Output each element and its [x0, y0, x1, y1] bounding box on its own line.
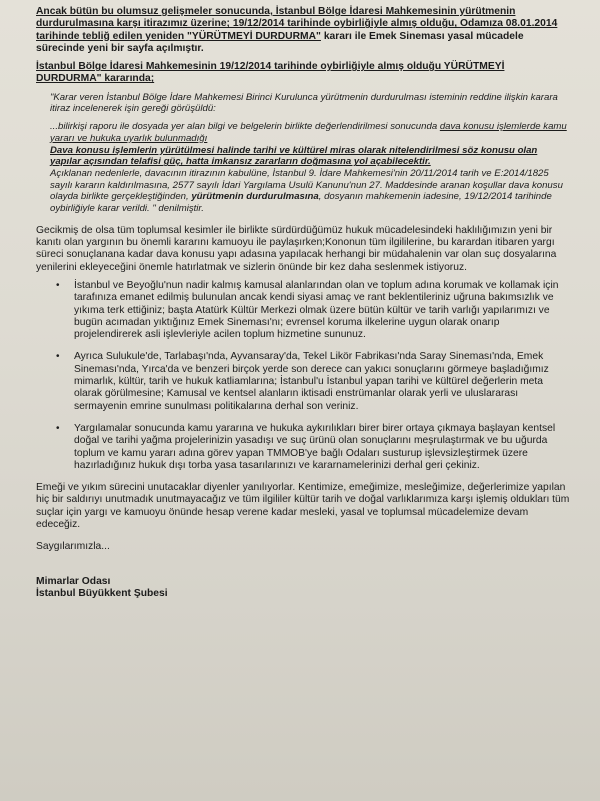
list-item-text: Ayrıca Sulukule'de, Tarlabaşı'nda, Ayvansaray'da, Tekel Likör Fabrikası'nda Saray Sineması'nda, Emek Sineması'nda, Yırca'da ve benzeri birçok yerde son derece can yakıcı sonuçlarını görmeye başladığımız mimarlık, kültür, tarih ve hukuk katliamlarına; İstanbul'u İstanbul yapan tarihi ve kültürel değerlerin meta olarak görülmesine; Kamusal ve kentsel alanların iktisadi enstrümanlar olarak yerli ve uluslararası sermayenin emrine sunulması politikalarına derhal son veriniz.	[74, 351, 549, 412]
quote-p4-tail: , dosyanın mahkemenin iadesine, 19/12/2014 tarihinde oybirliğiyle karar verildi. " denilmiştir.	[50, 191, 552, 215]
quote-p4-bold: yürütmenin durdurulmasına	[191, 191, 319, 203]
quote-paragraph-3: Dava konusu işlemlerin yürütülmesi halinde tarihi ve kültürel miras olarak nitelendirilmesi söz konusu olan yapılar açısından telafisi güç, hatta imkansız zararların doğmasına yol açabilecektir.	[50, 144, 538, 168]
list-item	[36, 280, 570, 341]
intro-paragraph	[36, 6, 570, 55]
quote-paragraph-2	[50, 121, 570, 144]
intro-underlined-text: Ancak bütün bu olumsuz gelişmeler sonucunda, İstanbul Bölge İdaresi Mahkemesinin yürütmenin durdurulmasına karşı itirazımız üzerine; 19/12/2014 tarihinde oybirliğiyle almış olduğu, Odamıza 08.01.2014 tarihinde tebliğ edilen yeniden "YÜRÜTMEYİ DURDURMA"	[36, 6, 558, 42]
quote-paragraph-4	[50, 168, 570, 215]
list-item	[36, 351, 570, 412]
signature-branch: İstanbul Büyükkent Şubesi	[36, 587, 168, 599]
demands-list	[36, 280, 570, 472]
salutation: Saygılarımızla...	[36, 541, 110, 553]
list-item-text: Yargılamalar sonucunda kamu yararına ve hukuka aykırılıkları birer birer ortaya çıkmaya başlayan kentsel doğal ve tarihi yağma projelerinizin yasadışı ve suç ürünü olan sonuçlarını meşrulaştırmak ve bu uğurda toplum ve kamu yararı adına görev yapan TMMOB'ye bağlı Odaları susturup işlevsizleştirmek üzere hazırladığınız hukuk dışı torba yasa tasarılarınızı ve kararnamelerinizi derhal geri çekiniz.	[74, 422, 556, 471]
quote-paragraph-1: "Karar veren İstanbul Bölge İdare Mahkemesi Birinci Kurulunca yürütmenin durdurulması isteminin reddine ilişkin karara itiraz incelenerek işin gereği görüşüldü:	[50, 91, 558, 115]
signature-block	[36, 576, 570, 601]
quote-p2-text: ...bilirkişi raporu ile dosyada yer alan bilgi ve belgelerin birlikte değerlendirilmesi sonucunda	[50, 121, 438, 133]
bullet-icon: •	[56, 422, 60, 434]
bullet-icon: •	[56, 280, 60, 291]
list-item	[36, 423, 570, 472]
quote-p2-underlined: dava konusu işlemlerde kamu yararı ve hukuka uyarlık bulunmadığı	[50, 121, 567, 144]
decision-heading: İstanbul Bölge İdaresi Mahkemesinin 19/12/2014 tarihinde oybirliğiyle almış olduğu YÜRÜTMEYİ DURDURMA" kararında;	[36, 61, 505, 85]
court-quote	[36, 92, 570, 215]
list-item-text: İstanbul ve Beyoğlu'nun nadir kalmış kamusal alanlarından olan ve toplum adına korumak ve kollamak için tarafınıza emanet edilmiş bulunulan ancak kendi siyasi amaç ve rant beklentileriniz uğruna bakımsızlık ve yıkıma terk ettiğiniz; başta Atatürk Kültür Merkezi olmak üzere bütün kültür ve tarih varlığı yapılarımızı ve bugün acımadan yıktığınız Emek Sineması'nı; evrensel koruma ilkelerine uygun olarak onarıp projelendirerek asli işlevleriyle acilen toplum hizmetine sununuz.	[74, 280, 559, 341]
quote-p4-text: Açıklanan nedenlerle, davacının itirazının kabulüne, İstanbul 9. İdare Mahkemesi'nin 20/11/2014 tarih ve E:2014/1825 sayılı kararın kaldırılmasına, 2577 sayılı İdari Yargılama Usulü Kanunu'nun 27. Maddesinde aranan koşullar dava konusu olayda birlikte gerçekleştiğinden,	[50, 168, 563, 203]
late-paragraph: Gecikmiş de olsa tüm toplumsal kesimler ile birlikte sürdürdüğümüz hukuk mücadelesindeki haklılığımızın yeni bir kanıtı olan yargının bu önemli kararını kamuoyu ile paylaşırken;Kononun tüm ilgililerine, bu karardan itibaren yargı süreci sonuçlanana kadar dava konusu yapı adasına yapılacak herhangi bir müdahalenin var olan suç dosyalarına yenilerini ekleyeceğini önemle hatırlatmak ve sizlerin önünde bir kez daha seslenmek istiyoruz.	[36, 224, 557, 273]
bullet-icon: •	[56, 351, 60, 363]
signature-org: Mimarlar Odası	[36, 575, 111, 587]
closing-paragraph: Emeği ve yıkım sürecini unutacaklar diyenler yanılıyorlar. Kentimize, emeğimize, mesleğimize, değerlerimize yapılan hiç bir saldırıyı unutmadık unutmayacağız ve tüm ilgililer kültür tarih ve doğal varlıklarımıza karşı işlemiş oldukları tüm suçlar için yargı ve kamuoyu önünde hesap verene kadar mesleki, yasal ve toplumsal mücadelemize devam edeceğiz.	[36, 482, 570, 531]
intro-rest-text: kararı ile Emek Sineması yasal mücadele sürecinde yeni bir sayfa açılmıştır.	[36, 30, 524, 54]
